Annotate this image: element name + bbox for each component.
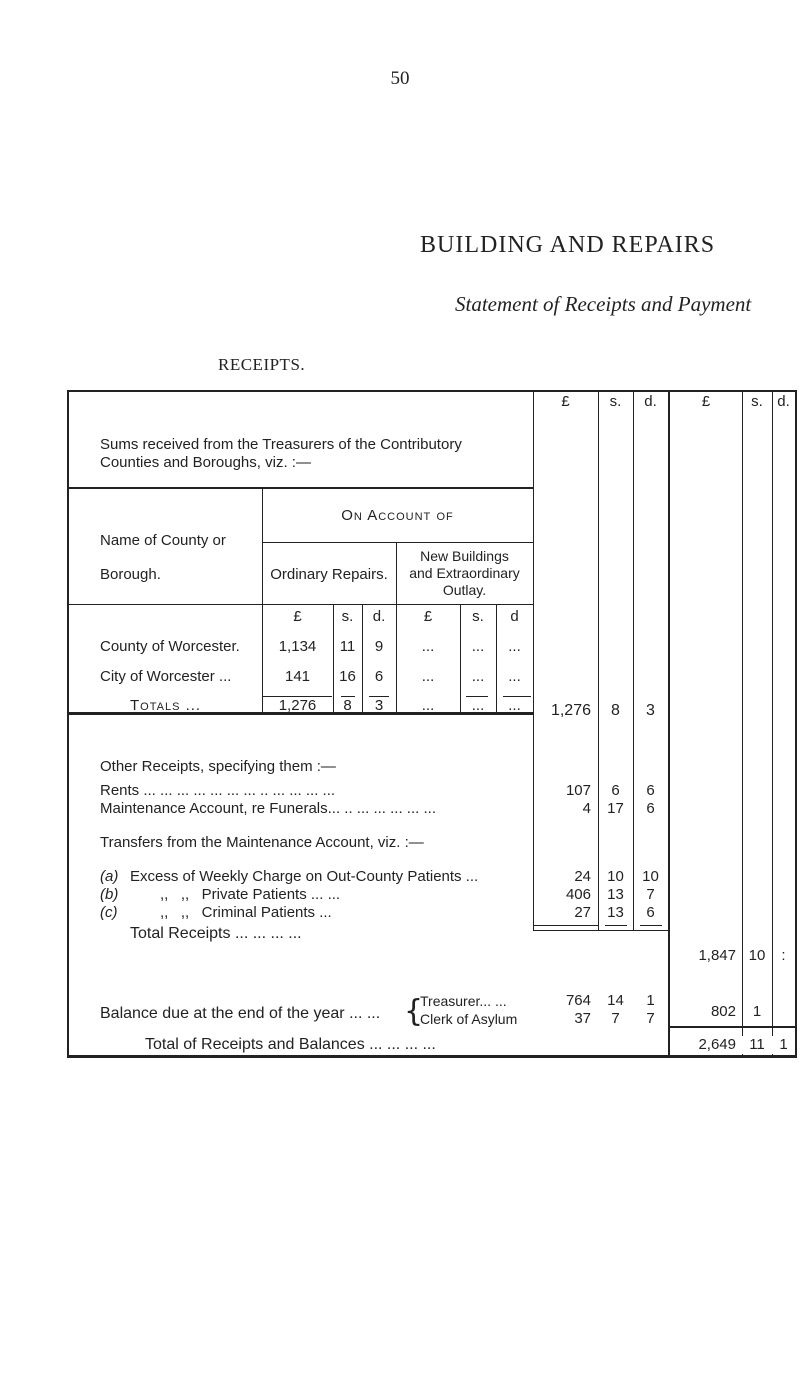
item-key: (b) (100, 886, 119, 903)
sum-line (640, 925, 662, 926)
rents-pence: 6 (646, 782, 655, 799)
row-new-pence: ... (508, 638, 521, 655)
row-pence: 9 (374, 638, 384, 655)
clerk-pence: 7 (646, 1010, 655, 1027)
name-header-2: Borough. (100, 566, 161, 583)
pence-header: d. (644, 393, 657, 410)
item-key: (a) (100, 868, 119, 885)
unit-pounds-2: £ (423, 608, 433, 625)
total-receipts-label: Total Receipts ... ... ... ... (130, 925, 302, 942)
maintenance-shillings: 17 (607, 800, 624, 817)
pounds-header-2: £ (701, 393, 711, 410)
item-label: Excess of Weekly Charge on Out-County Patients ... (130, 868, 479, 885)
inner-header-line (67, 604, 533, 605)
col-divider (633, 390, 634, 930)
row-pounds: 1,134 (278, 638, 317, 655)
page-subtitle: Statement of Receipts and Payment (455, 292, 752, 316)
total-receipts-pounds: 1,847 (698, 947, 736, 964)
pounds-header: £ (561, 393, 570, 410)
item-label-text: ,, ,, Criminal Patients ... (160, 904, 332, 921)
carried-pence: 3 (646, 702, 655, 719)
totals-shillings: 8 (343, 697, 352, 714)
rents-label: Rents ... ... ... ... ... ... ... .. ... ... ... ... (100, 782, 336, 799)
row-name: City of Worcester ... (100, 668, 232, 685)
table-right-border (795, 390, 797, 1057)
item-key: (c) (100, 904, 118, 921)
grand-total-label: Total of Receipts and Balances ... ... ... ... (145, 1036, 436, 1053)
item-pounds: 24 (574, 868, 591, 885)
unit-pence-2: d (510, 608, 519, 625)
grand-total-shillings: 11 (742, 1036, 772, 1054)
rents-shillings: 6 (611, 782, 620, 799)
on-account-header: On Account of (341, 507, 454, 524)
balance-treasurer: Treasurer... ... (420, 993, 507, 1009)
totals-label: Totals ... (130, 697, 202, 714)
totals-new-pounds: ... (421, 697, 435, 714)
new-buildings-line-2: and Extraordinary (409, 565, 520, 581)
carried-shillings: 8 (611, 702, 620, 719)
intro-line-2: Counties and Boroughs, viz. :— (100, 454, 311, 471)
page-title: BUILDING AND REPAIRS (420, 232, 716, 258)
balance-clerk: Clerk of Asylum (420, 1011, 518, 1027)
new-buildings-header (396, 548, 533, 599)
unit-shillings-2: s. (472, 608, 484, 625)
pence-header-2: d. (777, 393, 790, 410)
item-pounds: 406 (565, 886, 591, 903)
treasurer-pence: 1 (646, 992, 655, 1009)
item-shillings: 13 (607, 886, 624, 903)
brace-icon: { (404, 994, 424, 1029)
shillings-header: s. (609, 393, 622, 410)
page-number: 50 (390, 68, 410, 89)
item-pence: 6 (646, 904, 655, 921)
row-new-shillings: ... (471, 668, 485, 685)
inner-top-border (67, 487, 533, 489)
totals-pounds: 1,276 (278, 697, 317, 714)
col-divider (533, 390, 534, 930)
maintenance-label: Maintenance Account, re Funerals... .. ... ... ... ... ... (100, 800, 436, 817)
maintenance-pounds: 4 (582, 800, 591, 817)
unit-pence: d. (372, 608, 386, 625)
row-new-shillings: ... (471, 638, 485, 655)
section-heading: RECEIPTS. (218, 355, 306, 374)
item-pence: 10 (642, 868, 659, 885)
row-new-pounds: ... (421, 638, 435, 655)
new-buildings-line-3: Outlay. (442, 582, 487, 598)
total-receipts-shillings: 10 (748, 947, 766, 964)
carried-pounds: 1,276 (550, 702, 591, 719)
grand-total-pounds: 2,649 (670, 1036, 736, 1054)
sum-line (605, 925, 627, 926)
item-shillings: 13 (607, 904, 624, 921)
totals-new-pence: ... (508, 697, 521, 714)
balance-pounds: 802 (710, 1003, 736, 1020)
treasurer-shillings: 14 (607, 992, 624, 1009)
rents-pounds: 107 (565, 782, 591, 799)
row-pounds: 141 (284, 668, 311, 685)
item-pence: 7 (646, 886, 655, 903)
row-new-pounds: ... (421, 668, 435, 685)
inner-subhead-line (262, 542, 533, 543)
unit-pounds: £ (293, 608, 302, 625)
sum-line (533, 925, 598, 926)
table-top-border (67, 390, 797, 392)
maintenance-pence: 6 (646, 800, 655, 817)
grand-total-pence: 1 (772, 1036, 795, 1054)
shillings-header-2: s. (751, 393, 763, 410)
table-left-border (67, 390, 69, 1057)
balance-top-line (533, 930, 668, 931)
total-receipts-pence: : (781, 947, 786, 964)
treasurer-pounds: 764 (565, 992, 591, 1009)
unit-shillings: s. (341, 608, 354, 625)
balance-shillings: 1 (752, 1003, 762, 1020)
ordinary-repairs-header: Ordinary Repairs. (270, 566, 388, 583)
clerk-shillings: 7 (611, 1010, 620, 1027)
table-bottom-border (67, 1055, 797, 1058)
balance-label: Balance due at the end of the year ... ... (100, 1005, 381, 1022)
other-receipts-heading: Other Receipts, specifying them :— (100, 758, 336, 775)
row-shillings: 11 (339, 638, 356, 655)
row-name: County of Worcester. (100, 638, 240, 655)
clerk-pounds: 37 (574, 1010, 591, 1027)
row-new-pence: ... (508, 668, 521, 685)
totals-new-shillings: ... (471, 697, 485, 714)
item-shillings: 10 (607, 868, 624, 885)
row-shillings: 16 (339, 668, 356, 685)
intro-line-1: Sums received from the Treasurers of the Contributory (100, 436, 462, 453)
col-divider (598, 390, 599, 930)
item-pounds: 27 (574, 904, 591, 921)
name-header: Name of County or (100, 532, 226, 549)
item-label-text: ,, ,, Private Patients ... ... (160, 886, 341, 903)
totals-pence: 3 (374, 697, 384, 714)
new-buildings-line-1: New Buildings (420, 548, 509, 564)
transfers-heading: Transfers from the Maintenance Account, viz. :— (100, 834, 424, 851)
grand-total-line (670, 1026, 795, 1028)
row-pence: 6 (374, 668, 384, 685)
